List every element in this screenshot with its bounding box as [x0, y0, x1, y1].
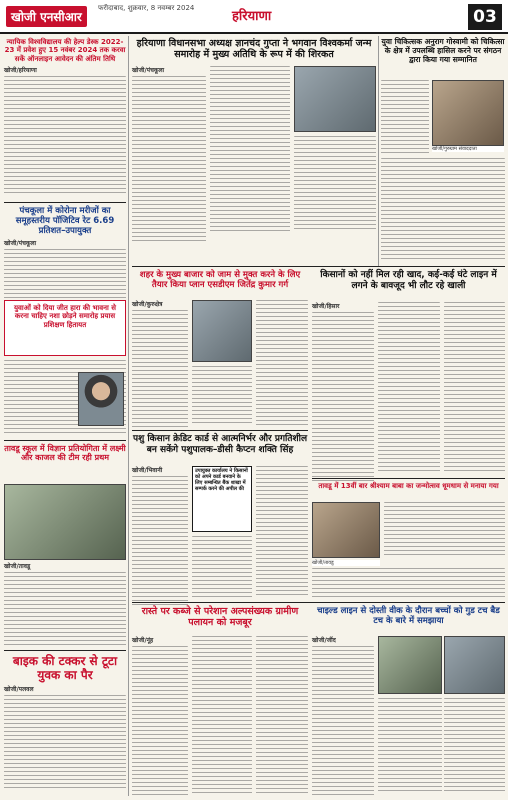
article-body	[192, 636, 252, 794]
newspaper-logo: खोजी एनसीआर	[6, 6, 87, 27]
divider	[4, 202, 126, 203]
lead-article-col2	[210, 66, 290, 232]
article-body	[256, 300, 308, 426]
article-farmers	[312, 270, 505, 291]
portrait-photo	[78, 372, 124, 426]
article-body	[444, 698, 505, 794]
article-headline: शहर के मुख्य बाजार को जाम से मुक्त करने के लिए तैयार किया प्लान एसडीएम जितेंद्र कुमार गर्ग	[139, 270, 301, 291]
article-children-col3	[444, 698, 505, 794]
divider	[4, 650, 126, 651]
article-body	[4, 249, 126, 299]
photo-caption: खोजी/तावडू	[312, 560, 380, 566]
article-byline: खोजी/जींद	[312, 637, 336, 644]
lead-article-col3	[294, 136, 376, 232]
article-body	[132, 76, 206, 242]
divider	[132, 430, 308, 431]
article-right-body1	[381, 80, 429, 156]
article-headline: तावडू में 13वीं बार श्रीश्याम बाबा का जन्मोत्सव धूमधाम से मनाया गया	[318, 482, 499, 490]
boxed-note	[192, 466, 252, 532]
article-pashu	[132, 434, 308, 455]
article-pashu-col3	[256, 466, 308, 598]
page-number: 03	[468, 4, 502, 30]
article-headline: युवा चिकित्सक अनुराग गोस्वामी को चिकित्सा के क्षेत्र में उपलब्धि हासिल करने पर संगठन द्वारा किया गया सम्मानित	[381, 37, 505, 64]
article-body	[192, 366, 252, 426]
article-body	[444, 302, 505, 474]
article-body	[312, 568, 505, 598]
article-body	[384, 502, 505, 558]
children-photo-1	[378, 636, 442, 694]
article-body	[192, 536, 252, 598]
article-left-bottom-body	[4, 562, 126, 648]
article-farmers-col1	[312, 302, 374, 482]
sdm-photo	[192, 300, 252, 362]
article-body	[256, 636, 308, 794]
article-body	[381, 158, 505, 262]
lead-headline: हरियाणा विधानसभा अध्यक्ष ज्ञानचंद गुप्ता ने भगवान विश्वकर्मा जन्म समारोह में मुख्य अतिथि के रूप में की शिरकत	[136, 38, 372, 61]
article-left-bottom	[4, 444, 126, 463]
article-right-body2	[381, 158, 505, 262]
article-headline: पंचकूला में कोरोना मरीजों का समूहस्तरीय पॉजिटिव रेट 6.69 प्रतिशत–उपायुक्त	[15, 206, 115, 237]
lead-article	[132, 38, 376, 60]
article-right-top	[381, 38, 505, 65]
photo-caption: खोजी/गुरुग्राम संवाददाता	[432, 146, 504, 152]
article-body	[312, 646, 374, 796]
article-body	[312, 312, 374, 482]
children-photo-2	[444, 636, 505, 694]
article-left-top	[4, 38, 126, 194]
article-pashu-col2	[192, 536, 252, 598]
dateline: फरीदाबाद, शुक्रवार, 8 नवम्बर 2024	[98, 4, 195, 12]
article-body	[4, 572, 126, 648]
column-divider	[378, 36, 379, 266]
article-sdm-col3	[256, 300, 308, 426]
column-divider	[128, 36, 129, 796]
school-photo	[4, 484, 126, 560]
article-body	[378, 698, 442, 794]
article-headline: न्यायिक विश्वविद्यालय की हेल्प डेस्क 2022-23 में प्रवेश हुए 15 नवंबर 2024 तक करवा सकें ऑनलाइन आवेदन की अंतिम तिथि	[4, 38, 126, 63]
article-body	[381, 80, 429, 156]
article-headline: किसानों को नहीं मिल रही खाद, कई-कई घंटे लाइन में लगने के बावजूद भी लौट रहे खाली	[320, 270, 497, 291]
article-children-col2	[378, 698, 442, 794]
award-photo	[432, 80, 504, 146]
divider	[132, 266, 505, 267]
pullquote-headline: युवाओं को दिया जीत हारा की भावना से करना चाहिए नशा छोड़ने समारोह प्रयास प्रशिक्षण हितायत	[13, 304, 117, 329]
article-byline: खोजी/तावडू	[4, 563, 31, 570]
article-headline: तावडू स्कूल में विज्ञान प्रतियोगिता में लक्ष्मी और काजल की टीम रही प्रथम	[4, 444, 126, 463]
article-body	[4, 76, 126, 194]
article-body	[378, 302, 440, 474]
article-encroach-col1	[132, 636, 188, 796]
article-body	[4, 695, 126, 791]
divider	[132, 602, 505, 603]
section-title: हरियाणा	[232, 9, 272, 24]
article-byline: खोजी/हरियाणा	[4, 66, 37, 74]
article-byline: खोजी/पंचकूला	[4, 240, 37, 248]
article-tavdu-body2	[312, 568, 505, 598]
lead-article-col1	[132, 66, 206, 242]
article-encroach	[132, 606, 308, 628]
article-byline: खोजी/भिवानी	[132, 467, 163, 474]
article-byline: खोजी/हिसार	[312, 303, 340, 310]
article-byline: खोजी/कुरुक्षेत्र	[132, 301, 163, 308]
article-headline: बाइक की टक्कर से टूटा युवक का पैर	[12, 654, 118, 683]
article-tavdu-body	[384, 502, 505, 558]
article-body	[256, 466, 308, 598]
article-pashu-col1	[132, 466, 188, 606]
article-left-mid	[4, 206, 126, 299]
pullquote-box	[4, 300, 126, 356]
article-tavdu	[312, 482, 505, 490]
article-headline: रास्ते पर कब्जे से परेशान अल्पसंख्यक ग्रामीण पलायन को मजबूर	[141, 606, 299, 629]
article-headline: पशु किसान क्रेडिट कार्ड से आत्मनिर्भर और प्रगतिशील बन सकेंगे पशुपालक–डीसी कैप्टन शक्ति सिंह	[132, 434, 308, 455]
article-body	[210, 66, 290, 232]
article-body	[132, 310, 188, 434]
article-body	[132, 646, 188, 796]
event-photo	[312, 502, 380, 558]
article-encroach-col3	[256, 636, 308, 794]
article-sdm	[132, 270, 308, 290]
article-farmers-col2	[378, 302, 440, 474]
article-byline: खोजी/पलवल	[4, 686, 34, 694]
article-children	[312, 606, 505, 626]
boxed-note-text: उपायुक्त कार्यालय ने किसानों को अपने कार्ड बनवाने के लिए सम्बन्धित बैंक शाखा में सम्पर्क करने की अपील की	[195, 468, 248, 492]
article-farmers-col3	[444, 302, 505, 474]
article-body	[294, 136, 376, 232]
masthead	[0, 0, 508, 34]
article-encroach-col2	[192, 636, 252, 794]
article-children-col1	[312, 636, 374, 796]
divider	[312, 478, 505, 479]
article-body	[132, 476, 188, 606]
lead-photo	[294, 66, 376, 132]
article-bike	[4, 654, 126, 791]
article-byline: खोजी/पंचकूला	[132, 67, 165, 74]
article-sdm-col2	[192, 366, 252, 426]
article-byline: खोजी/नूंह	[132, 637, 154, 644]
article-sdm-col1	[132, 300, 188, 434]
article-headline: चाइल्ड लाइन से दोस्ती वीक के दौरान बच्चों को गुड टच बैड टच के बारे में समझाया	[317, 606, 500, 627]
divider	[4, 440, 126, 441]
